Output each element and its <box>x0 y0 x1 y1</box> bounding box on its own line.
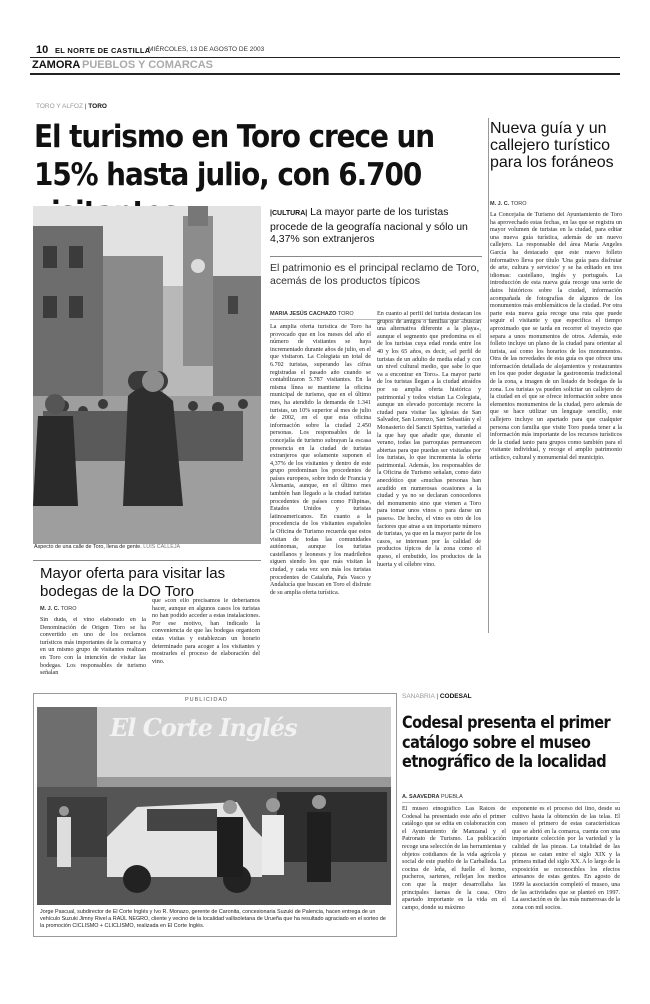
main-subhead: |CULTURA| La mayor parte de los turistas procede de la geografía nacional y sólo un 4,37% son extranjeros <box>270 206 468 245</box>
subhead-divider <box>270 256 482 257</box>
newspaper-name: EL NORTE DE CASTILLA <box>55 46 151 55</box>
codesal-col1: El museo etnográfico Las Raíces de Codesal ha presentado este año el primer catálogo que se edita en colaboración con el Ayuntamiento de Manzanal y el Patronato de Turismo. La publicación recoge una selección de las herramientas y objetos cotidianos de la vida agrícola y social de este pueblo de la Carballeda. La cocina de leña, el fuelle el horno, pucheros, sartenes, reflejan los medios con que la mujer desarrollaba las principales faenas de la casa. Otro apartado importante es la vida en el campo, donde su máximo <box>402 806 506 911</box>
ad-label: PUBLICIDAD <box>185 697 229 703</box>
section-name: ZAMORA <box>32 59 81 71</box>
sidebar-headline: Nueva guía y un callejero turístico para los foráneos <box>490 120 614 171</box>
codesal-kicker-area: SANABRIA <box>402 693 435 700</box>
main-subhead-2: El patrimonio es el principal reclamo de Toro, acemás de los productos típicos <box>270 262 480 287</box>
ad-caption: Jorge Pascual, subdirector de El Corte Inglés y Ivo R. Monazo, gerente de Caronita, concesionaria Suzuki de Palencia, hacen entrega de un vehículo Suzuki Jimny Rivel a RAÚL NEGRO, cliente y vecino de la localidad vallisoletana de Urueña que ha resultado agraciado en el sorteo de la promoción CICLISMO + CLICLISMO, realizada en El Corte Inglés. <box>40 909 386 929</box>
main-body-col2: En cuanto al perfil del turista destacan los grupos de amigos o familias que «buscan una alternativa diferente a la playa», aunque el segmento que predomina es el de los turistas cuya edad ronda entre los 40 y los 65 años, es decir, «el perfil de turistas de un adulto de media edad y con un nivel cultural medio, que sabe lo que va a encontrar en Toro». La mayor parte de los turistas llegan a la ciudad atraídos por su amplia oferta histórica y patrimonial y todos visitan La Colegiata, aunque un elevado porcentaje recorre la ciudad para visitar las iglesias de San Salvador, San Lorenzo, San Sebastián y el Monasterio del Sancti Spiritus, variedad a la que hay que añadir que, durante el verano, todas las parroquias permanecen abiertas para que puedan ser visitadas por los turistas, lo que incrementa la oferta patrimonial. Además, los responsables de la Oficina de Turismo señalan, como dato anecdótico que «muchas personas han acudido en numerosas ocasiones a la ciudad y ya no se declaran conocedores del monumento sino que vienen a Toro para tomar unos vinos o para darse un paseo». De hecho, el vino es otro de los factores que atrae a un importante número de turistas, ya que en la mayor parte de los casos, se interesan por la calidad de productos típicos de la zona como el queso, el embutido, los productos de la huerta y el célebre vino. <box>377 311 481 568</box>
sidebar-byline: M. J. C. TORO <box>490 201 527 207</box>
kicker-area: TORO Y ALFOZ <box>36 103 83 110</box>
sidebar-divider <box>488 118 489 633</box>
codesal-byline: A. SAAVEDRA PUEBLA <box>402 794 463 800</box>
bodegas-col2: que «con ello precisamos le deberíamos hacer, aunque en algunos casos los turistas no han podido acceder a estas instalaciones. Por ese motivo, han indicado la conveniencia de que las bodegas organicen estas visitas y establezcan un horario determinado para acoger a los visitantes y mostrarles el proceso de elaboración del vino. <box>152 598 260 665</box>
main-photo-caption: Aspecto de una calle de Toro, llena de gente. LUIS CALLEJA <box>34 544 181 550</box>
bodegas-headline: Mayor oferta para visitar las bodegas de la DO Toro <box>40 565 226 600</box>
main-body-col1: La amplia oferta turística de Toro ha provocado que en los meses del año el número de visitantes se haya incrementado durante años de julio, en el que visitaron. La Colegiata un total de 6.702 turistas, superando las cifras registradas el pasado año cuando se contabilizaron 5.787 visitantes. En la misma línea se mantiene la oficina municipal de turismo, que en el último mes, ha atendido la demanda de 1.341 turistas, un 10% superior al mes de julio de 2002, en el que esta oficina información sobre la ciudad 2.450 personas. Los responsables de la concejalía de turismo subrayan la escasa presencia en la ciudad de turistas extranjeros que solamente suponen el 4,37% de los visitantes y dentro de este grupo predominan los procedentes de países europeos, sobre todo de Francia y Alemania, aunque, en el último mes también han llegado a la ciudad turistas procedentes de países como Filipinas, Estados Unidos y turistas latinoamericanos. En cuanto a la procedencia de los visitantes españoles la Oficina de Turismo recuerda que estos visitan de todas las comunidades autónomas, aunque los turistas castellanos y leoneses y los madrileños siguen siendo los que más visitan la ciudad, y cada vez son más los turistas procedentes de Cataluña, País Vasco y Andalucía que buscan en Toro el disfrute de su amplia oferta turística. <box>270 324 371 596</box>
bodegas-byline: M. J. C. TORO <box>40 606 77 612</box>
header-top-rule <box>30 57 620 58</box>
codesal-kicker-place: CODESAL <box>439 693 472 700</box>
page-number: 10 <box>36 44 49 56</box>
bodegas-col1: Sin duda, el vino elaborado en la Denominación de Origen Toro se ha convertido en uno de los reclamos turísticos más importantes de la comarca y en un mismo grupo de visitantes realizan en Toro con la intención de visitar las bodegas. Los responsables de turismo señalan <box>40 617 146 675</box>
issue-date: MIÉRCOLES, 13 DE AGOSTO DE 2003 <box>148 46 265 53</box>
codesal-headline: Codesal presenta el primer catálogo sobre el museo etnográfico de la localidad <box>402 713 611 771</box>
subsection-name: PUEBLOS Y COMARCAS <box>82 59 214 71</box>
codesal-byline-rule <box>402 802 620 803</box>
kicker-place: TORO <box>88 103 107 110</box>
ad-store-name: El Corte Inglés <box>110 713 297 742</box>
main-byline: MARIA JESÚS CACHAZO TORO <box>270 311 354 317</box>
codesal-col2: exponente es el proceso del lino, desde su cultivo hasta la obtención de las telas. El museo el primero de estas características que se abrió en la comarca, cuenta con una importante colección por la variedad y la calidad de las piezas. La totalidad de las piezas se catan entre el siglo XIX y la primera mitad del siglo XX. A lo largo de la exposición se reconocibles los efectos artesanos de estas gentes. En agosto de 1999 la asociación completó el museo, una de las actividades que se planteó en 1997. La asociación es de las más numerosas de la zona con mil socios. <box>512 806 620 911</box>
toro-street-photo <box>33 206 261 544</box>
sidebar-text: La Concejalía de Turismo del Ayuntamiento de Toro ha aprovechado estas fechas, en las que se registra un mayor volumen de turistas en la ciudad, para editar una nueva guía turística, además de un nuevo callejero. La responsable del área María Angeles García ha destacado que este nuevo folleto informativo lleva por título 'Una guía para disfrutar de arte, cultura y servicios' y se ha editado en tres idiomas: castellano, inglés y portugués. La introducción de esta nueva guía recoge una serie de datos históricos sobre la ciudad, información acompañada de fotografías de algunos de los monumentos más emblemáticos de la ciudad. Por otra parte esta nueva guía recoge una ruta que puede seguir el visitante y que especifica el tiempo aproximado que se tarda en recorrer el trayecto que separa a unos monumentos de otros. Además, este folleto incluye un plano de la ciudad para orientar al turista, así como los horarios de los monumentos. Otra de las novedades de esta guía es que ofrece una información detallada de alojamientos y restaurantes en los que poder degustar la gastronomía tradicional de la zona, a imagen de un listado de bodegas de la zona. Los turistas ya pueden solicitar un callejero de la ciudad en el que se ofrece información sobre unos elementos monumentos de la ciudad, pero además de que se hace utilizar un lenguaje sencillo, este callejero incluye un apartado para que cualquier persona con familia que visite Toro pueda tener a la información más importante de los recursos turísticos de la ciudad tanto para grupos como también para el visitante individual, y recoge el amplio patrimonio artístico, cultural y monumental del municipio. <box>490 212 622 461</box>
codesal-kicker: SANABRIA | CODESAL <box>402 693 472 700</box>
main-kicker: TORO Y ALFOZ | TORO <box>36 103 107 110</box>
bodegas-top-rule <box>33 560 261 561</box>
header-bottom-rule <box>30 73 620 75</box>
main-headline: El turismo en Toro crece un 15% hasta julio, con 6.700 <box>34 119 435 193</box>
